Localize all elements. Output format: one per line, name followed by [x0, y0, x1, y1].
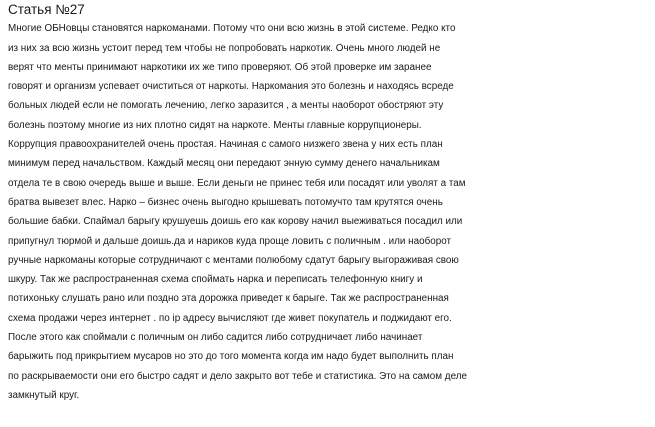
text-line: говорят и организм успевает очиститься от наркоты. Наркомания это болезнь и находясь всреде [8, 81, 454, 93]
text-line: по раскрываемости они его быстро садят и дело закрыто вот тебе и статистика. Это на самом деле [8, 370, 467, 382]
text-line: большие бабки. Спаймал барыгу крушуешь доишь его как корову начил выеживаться посадил или [8, 216, 463, 228]
text-line: минимум перед начальством. Каждый месяц они передают энную сумму денего начальникам [8, 158, 440, 170]
article-body [8, 19, 653, 405]
text-line: Коррупция правоохранителей очень простая. Начиная с самого низжего звена у них есть план [8, 139, 443, 151]
text-line: братва вывезет влес. Нарко – бизнес очень выгодно крышевать потомучто там крутятся очень [8, 196, 443, 208]
text-line: из них за всю жизнь устоит перед тем чтобы не попробовать наркотик. Очень много людей не [8, 42, 441, 54]
text-line: После этого как споймали с поличным он либо садится либо сотрудничает либо начинает [8, 332, 423, 344]
text-line: замкнутый круг. [8, 389, 80, 401]
text-line: больных людей если не помогать лечению, легко заразится , а менты наоборот обостряют эту [8, 100, 444, 112]
text-line: припугнул тюрмой и дальше доишь.да и нариков куда проще ловить с поличным . или наоборот [8, 235, 452, 247]
text-line: Многие ОБНовцы становятся наркоманами. Потому что они всю жизнь в этой системе. Редко кто [8, 23, 456, 35]
text-line: схема продажи через интернет . по ip адресу вычисляют где живет покупатель и поджидают его. [8, 312, 452, 324]
text-line: ручные наркоманы которые сотрудничают с ментами полюбому сдатут барыгу выгораживая свою [8, 254, 459, 266]
text-line: болезнь поэтому многие из них плотно сидят на наркоте. Менты главные коррупционеры. [8, 119, 422, 131]
text-line: отдела те в свою очередь выше и выше. Если деньги не принес тебя или посадят или уволят а там [8, 177, 466, 189]
text-line: барыжить под прикрытием мусаров но это до того момента когда им надо будет выполнить план [8, 351, 454, 363]
text-line: потихоньку слушать рано или поздно эта дорожка приведет к барыге. Так же распространенная [8, 293, 449, 305]
text-line: шкуру. Так же распространенная схема споймать нарка и переписать телефонную книгу и [8, 274, 423, 286]
text-line: верят что менты принимают наркотики их же типо проверяют. Об этой проверке им заранее [8, 61, 432, 73]
article-heading: Статья №27 [8, 2, 85, 17]
